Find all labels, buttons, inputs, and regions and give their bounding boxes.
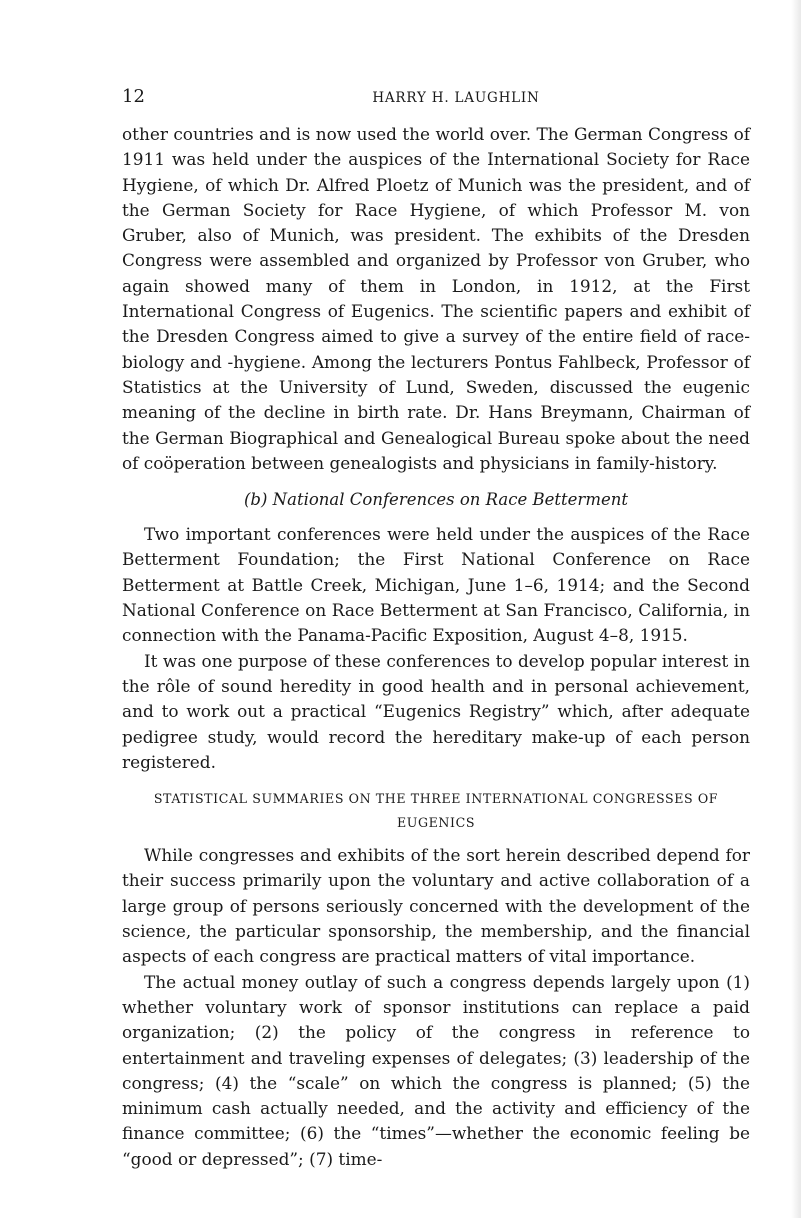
paragraph-congress-success: While congresses and exhibits of the sort herein described depend for their success primarily upon the voluntary and active collaboration of a large group of persons seriously concerned with the development of the science, the particular sponsorship, the membership, and the financial aspects of each congress are practical matters of vital importance. [122, 845, 750, 967]
running-title: HARRY H. LAUGHLIN [372, 90, 540, 106]
paragraph-dresden-congress: other countries and is now used the world over. The German Congress of 1911 was held under the auspices of the International Society for Race Hygiene, of which Dr. Alfred Ploetz of Munich was the president, and of the German Society for Race Hygiene, of which Professor M. von Gruber, also of Munich, was president. The exhibits of the Dresden Congress were assembled and organized by Professor von Gruber, who again showed many of them in London, in 1912, at the First International Congress of Eugenics. The scientific papers and exhibit of the Dresden Congress aimed to give a survey of the entire field of race-biology and -hygiene. Among the lecturers Pontus Fahlbeck, Professor of Statistics at the University of Lund, Sweden, discussed the eugenic meaning of the decline in birth rate. Dr. Hans Breymann, Chairman of the German Biographical and Genealogical Bureau spoke about the need of coöperation between genealogists and physicians in family-history. [122, 124, 750, 473]
paragraph-race-betterment-conferences: Two important conferences were held under the auspices of the Race Betterment Foundation; the First National Conference on Race Betterment at Battle Creek, Michigan, June 1–6, 1914; and the Second National Conference on Race Betterment at San Francisco, California, in connection with the Panama-Pacific Exposition, August 4–8, 1915. [122, 524, 750, 646]
page-edge-shadow [791, 0, 801, 1218]
running-head [122, 86, 750, 112]
page-number: 12 [122, 86, 145, 107]
paragraph-eugenics-registry: It was one purpose of these conferences to develop popular interest in the rôle of sound heredity in good health and in personal achievement, and to work out a practical “Eugenics Registry” which, after adequate pedigree study, would record the hereditary make-up of each person registered. [122, 650, 750, 772]
subheading-national-conferences: (b) National Conferences on Race Betterment [243, 490, 628, 510]
section-heading-statistical-summaries: STATISTICAL SUMMARIES ON THE THREE INTERNATIONAL CONGRESSES OF EUGENICS [153, 791, 719, 831]
book-page [122, 86, 750, 1172]
paragraph-money-outlay: The actual money outlay of such a congress depends largely upon (1) whether voluntary work of sponsor institutions can replace a paid organization; (2) the policy of the congress in reference to entertainment and traveling expenses of delegates; (3) leadership of the congress; (4) the “scale” on which the congress is planned; (5) the minimum cash actually needed, and the activity and efficiency of the finance committee; (6) the “times”—whether the economic feeling be “good or depressed”; (7) time- [122, 971, 750, 1169]
